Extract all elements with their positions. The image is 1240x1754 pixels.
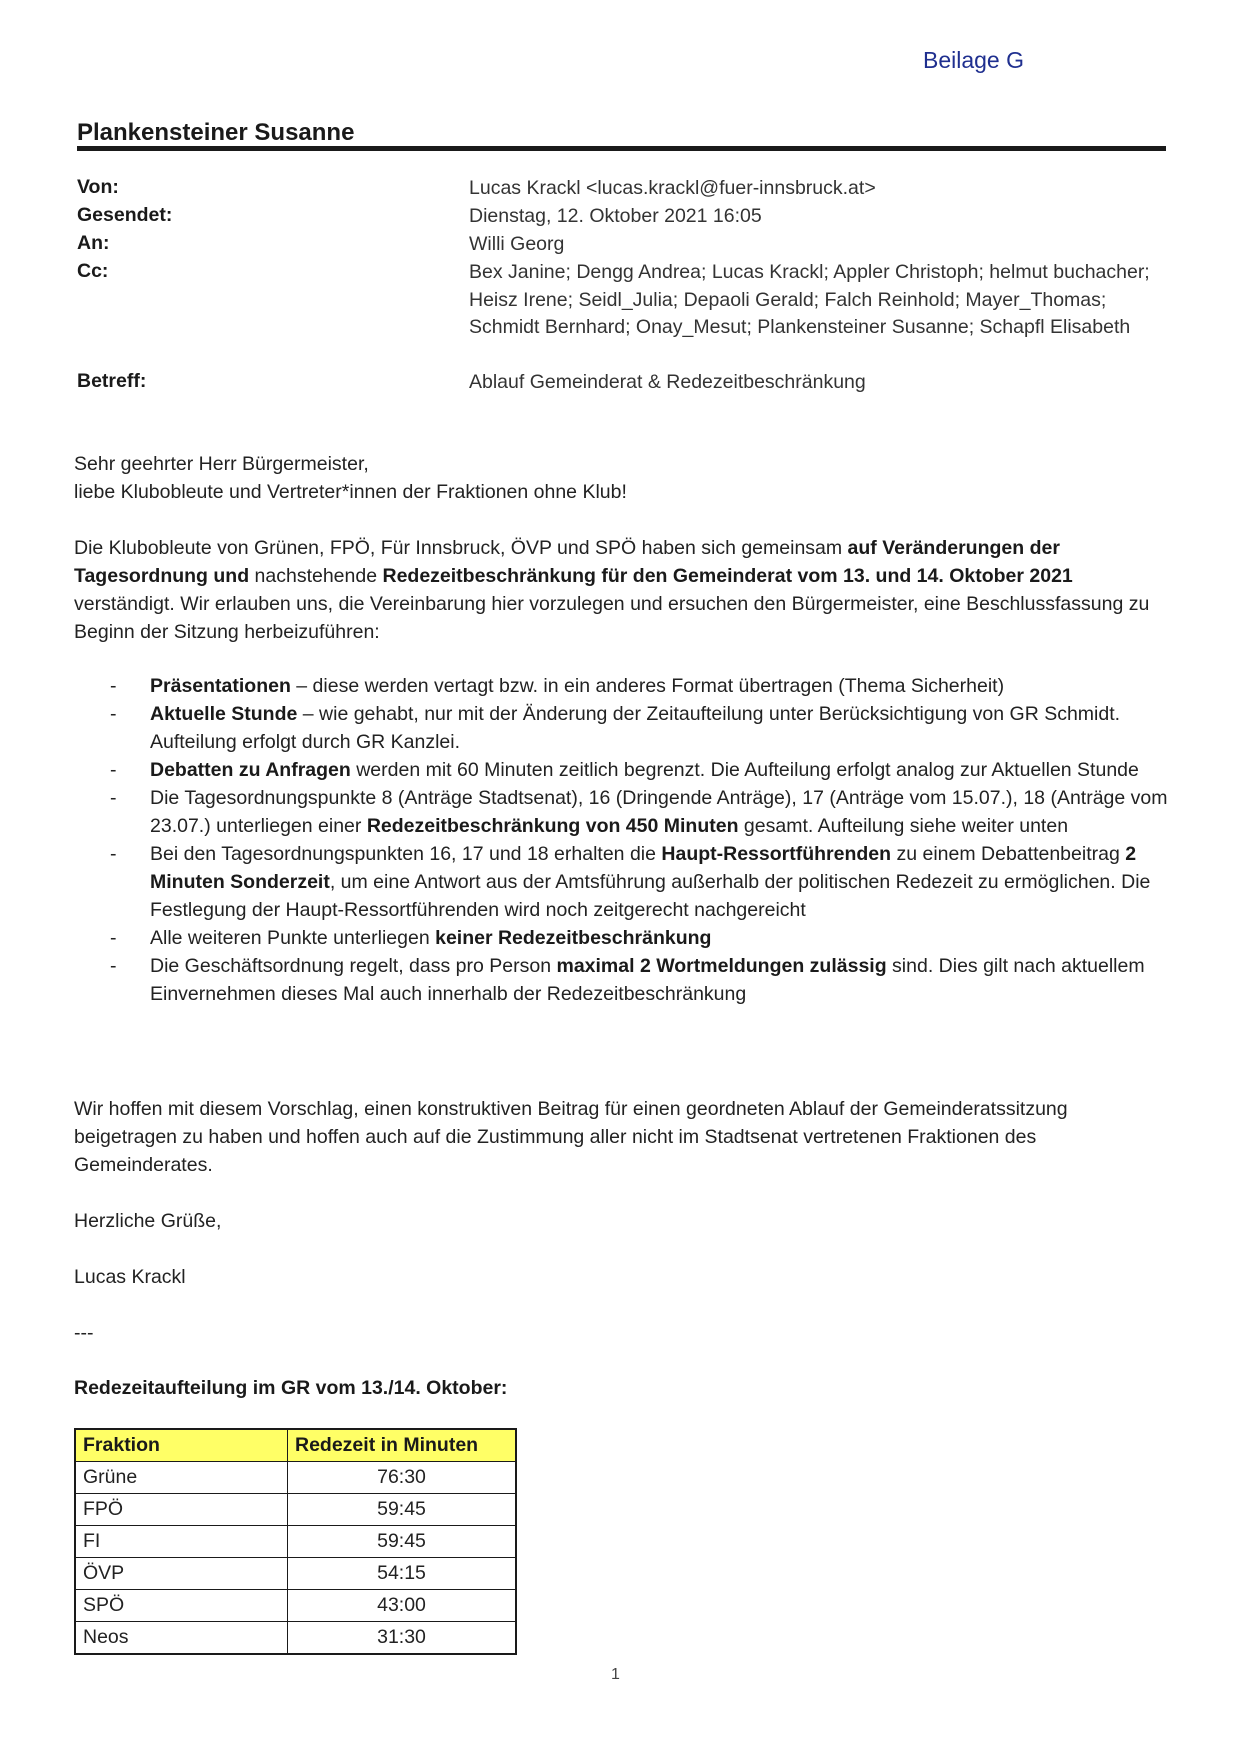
list-item-text: Alle weiteren Punkte unterliegen (150, 927, 436, 949)
intro-bold-2: Redezeitbeschränkung für den Gemeinderat vom 13. und 14. Oktober 2021 (382, 565, 1073, 587)
list-item-text: – diese werden vertagt bzw. in ein anderes Format übertragen (Thema Sicherheit) (290, 675, 1005, 697)
cell-redezeit: 43:00 (288, 1590, 517, 1622)
cell-fraktion: FI (75, 1526, 288, 1558)
list-item-bold: Redezeitbeschränkung von 450 Minuten (366, 815, 739, 837)
header-rule (77, 146, 1166, 151)
speaking-time-table (74, 1428, 517, 1655)
table-row (75, 1462, 516, 1494)
cell-redezeit: 31:30 (288, 1622, 517, 1655)
list-item-bold: Aktuelle Stunde (150, 703, 298, 725)
agreement-list (74, 672, 1174, 1008)
cell-redezeit: 54:15 (288, 1558, 517, 1590)
list-item-text: Die Tagesordnungspunkte 8 (Anträge Stadtsenat), 16 (Dringende Anträge), 17 (Anträge vom 15.07.), 18 (Anträge vom 23.07.) unterliegen einer (150, 787, 1168, 837)
table-title: Redezeitaufteilung im GR vom 13./14. Oktober: (74, 1377, 508, 1399)
list-dash: - (110, 703, 117, 725)
intro-bold-1: auf Veränderungen der Tagesordnung und (74, 537, 1060, 587)
list-item-bold: Präsentationen (150, 675, 291, 697)
table-row (75, 1622, 516, 1655)
cell-redezeit: 76:30 (288, 1462, 517, 1494)
list-item-text: gesamt. Aufteilung siehe weiter unten (738, 815, 1069, 837)
intro-paragraph (74, 534, 1174, 646)
list-item-text: – wie gehabt, nur mit der Änderung der Zeitaufteilung unter Berücksichtigung von GR Schmidt. Aufteilung erfolgt durch GR Kanzlei. (150, 703, 1121, 753)
list-item (74, 700, 1174, 756)
intro-text-1: Die Klubobleute von Grünen, FPÖ, Für Innsbruck, ÖVP und SPÖ haben sich gemeinsam (74, 537, 848, 559)
list-item-text: , um eine Antwort aus der Amtsführung außerhalb der politischen Redezeit zu ermöglichen. Die Festlegung der Haupt-Ressortführenden wird noch zeitgerecht nachgereicht (150, 871, 1151, 921)
list-item-bold: maximal 2 Wortmeldungen zulässig (556, 955, 887, 977)
list-item-text: sind. Dies gilt nach aktuellem Einvernehmen dieses Mal auch innerhalb der Redezeitbeschränkung (150, 955, 1145, 1005)
list-dash: - (110, 759, 117, 781)
sent-value: Dienstag, 12. Oktober 2021 16:05 (469, 205, 762, 227)
column-header-redezeit: Redezeit in Minuten (288, 1429, 517, 1462)
closing-paragraph: Wir hoffen mit diesem Vorschlag, einen konstruktiven Beitrag für einen geordneten Ablauf der Gemeinderatssitzung beigetragen zu haben und hoffen auch auf die Zustimmung aller nicht im Stadtsenat vertretenen Fraktionen des Gemeinderates. (74, 1098, 1068, 1176)
to-value: Willi Georg (469, 233, 565, 255)
list-item (74, 840, 1174, 924)
intro-text-2: nachstehende (249, 565, 383, 587)
list-item-text: Die Geschäftsordnung regelt, dass pro Person (150, 955, 557, 977)
list-item-bold: Debatten zu Anfragen (150, 759, 351, 781)
cell-fraktion: Grüne (75, 1462, 288, 1494)
list-item-bold: Haupt-Ressortführenden (661, 843, 892, 865)
list-item (74, 784, 1174, 840)
signature: Lucas Krackl (74, 1266, 186, 1288)
list-item-text: zu einem Debattenbeitrag (891, 843, 1126, 865)
list-item-text: Bei den Tagesordnungspunkten 16, 17 und 18 erhalten die (150, 843, 662, 865)
subject-value: Ablauf Gemeinderat & Redezeitbeschränkung (469, 371, 866, 393)
column-header-fraktion: Fraktion (75, 1429, 288, 1462)
cell-fraktion: Neos (75, 1622, 288, 1655)
table-row (75, 1558, 516, 1590)
cell-redezeit: 59:45 (288, 1494, 517, 1526)
list-item-text: werden mit 60 Minuten zeitlich begrenzt. Die Aufteilung erfolgt analog zur Aktuellen Stunde (350, 759, 1139, 781)
table-header-row (75, 1429, 516, 1462)
salutation (74, 450, 1174, 506)
from-value: Lucas Krackl <lucas.krackl@fuer-innsbruck.at> (469, 177, 876, 199)
list-item-bold: 2 Minuten Sonderzeit (150, 843, 1137, 893)
list-item (74, 952, 1174, 1008)
list-item-bold: keiner Redezeitbeschränkung (435, 927, 712, 949)
attachment-label: Beilage G (923, 47, 1025, 73)
list-item (74, 924, 1174, 952)
list-dash: - (110, 787, 117, 809)
cell-fraktion: FPÖ (75, 1494, 288, 1526)
sent-label: Gesendet: (77, 204, 173, 226)
list-dash: - (110, 675, 117, 697)
salutation-line-2: liebe Klubobleute und Vertreter*innen der Fraktionen ohne Klub! (74, 481, 627, 503)
list-dash: - (110, 927, 117, 949)
separator: --- (74, 1322, 94, 1344)
greeting: Herzliche Grüße, (74, 1210, 222, 1232)
salutation-line-1: Sehr geehrter Herr Bürgermeister, (74, 453, 369, 475)
cell-fraktion: ÖVP (75, 1558, 288, 1590)
mailbox-owner-name: Plankensteiner Susanne (77, 119, 355, 146)
subject-label: Betreff: (77, 370, 147, 392)
table-row (75, 1494, 516, 1526)
page-number: 1 (611, 1666, 620, 1683)
list-dash: - (110, 955, 117, 977)
from-label: Von: (77, 176, 119, 198)
list-dash: - (110, 843, 117, 865)
list-item (74, 756, 1174, 784)
table-row (75, 1526, 516, 1558)
intro-text-3: verständigt. Wir erlauben uns, die Vereinbarung hier vorzulegen und ersuchen den Bürgermeister, eine Beschlussfassung zu Beginn der Sitzung herbeizuführen: (74, 593, 1150, 643)
cell-redezeit: 59:45 (288, 1526, 517, 1558)
cc-value: Bex Janine; Dengg Andrea; Lucas Krackl; Appler Christoph; helmut buchacher; Heisz Irene; Seidl_Julia; Depaoli Gerald; Falch Reinhold; Mayer_Thomas; Schmidt Bernhard; Onay_Mesut; Plankensteiner Susanne; Schapfl Elisabeth (469, 261, 1150, 338)
cell-fraktion: SPÖ (75, 1590, 288, 1622)
table-row (75, 1590, 516, 1622)
cc-label: Cc: (77, 260, 109, 282)
to-label: An: (77, 232, 110, 254)
list-item (74, 672, 1174, 700)
